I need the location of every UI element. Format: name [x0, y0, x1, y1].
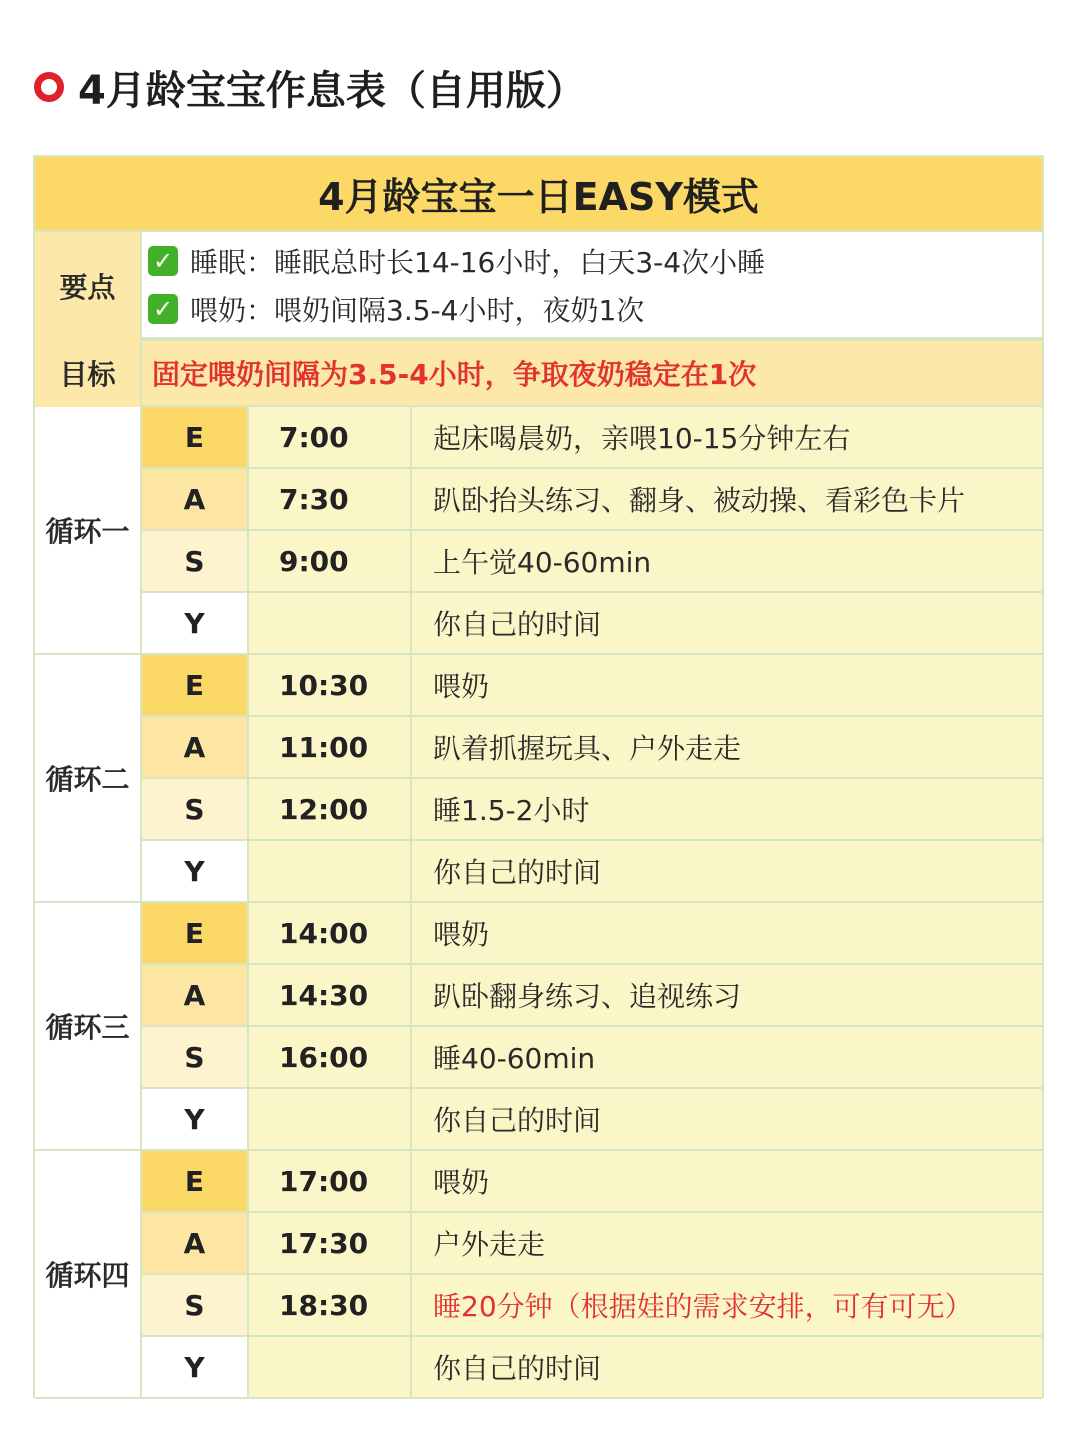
time-cell: 14:30: [249, 965, 412, 1027]
time-cell: [249, 1089, 412, 1151]
easy-letter-cell: E: [142, 1151, 249, 1213]
activity-cell: 你自己的时间: [412, 1337, 1042, 1399]
easy-letter-cell: S: [142, 1275, 249, 1337]
easy-letter-cell: E: [142, 903, 249, 965]
activity-cell: 趴卧抬头练习、翻身、被动操、看彩色卡片: [412, 469, 1042, 531]
time-cell: 17:30: [249, 1213, 412, 1275]
easy-letter-cell: A: [142, 1213, 249, 1275]
time-cell: 18:30: [249, 1275, 412, 1337]
key-points-label: 要点: [35, 232, 142, 339]
cycle-label-four: 循环四: [35, 1151, 142, 1399]
time-cell: 9:00: [249, 531, 412, 593]
activity-cell: 喂奶: [412, 655, 1042, 717]
check-mark-icon: ✓: [148, 294, 178, 324]
time-cell: [249, 1337, 412, 1399]
easy-letter-cell: Y: [142, 1337, 249, 1399]
easy-letter-cell: S: [142, 531, 249, 593]
time-cell: [249, 593, 412, 655]
time-cell: 16:00: [249, 1027, 412, 1089]
activity-cell: 你自己的时间: [412, 593, 1042, 655]
easy-letter-cell: A: [142, 965, 249, 1027]
cycle-label-three: 循环三: [35, 903, 142, 1151]
schedule-table: [33, 155, 1044, 1398]
red-circle-icon: [34, 72, 64, 102]
time-cell: 7:00: [249, 407, 412, 469]
key-point-text: 喂奶：喂奶间隔3.5-4小时，夜奶1次: [190, 293, 645, 327]
activity-cell: 喂奶: [412, 903, 1042, 965]
easy-letter-cell: A: [142, 469, 249, 531]
page-title: 4月龄宝宝作息表（自用版）: [78, 67, 586, 114]
activity-cell: 起床喝晨奶，亲喂10-15分钟左右: [412, 407, 1042, 469]
cycle-label-two: 循环二: [35, 655, 142, 903]
time-cell: 17:00: [249, 1151, 412, 1213]
easy-letter-cell: A: [142, 717, 249, 779]
activity-cell: 趴着抓握玩具、户外走走: [412, 717, 1042, 779]
activity-cell: 睡20分钟（根据娃的需求安排，可有可无）: [412, 1275, 1042, 1337]
activity-cell: 上午觉40-60min: [412, 531, 1042, 593]
key-points-content: [142, 232, 1042, 339]
key-point-sleep: [148, 237, 765, 285]
easy-letter-cell: S: [142, 1027, 249, 1089]
goal-text: 固定喂奶间隔为3.5-4小时，争取夜奶稳定在1次: [142, 339, 1042, 407]
easy-letter-cell: E: [142, 407, 249, 469]
key-point-text: 睡眠：睡眠总时长14-16小时，白天3-4次小睡: [190, 245, 766, 279]
easy-letter-cell: E: [142, 655, 249, 717]
time-cell: 10:30: [249, 655, 412, 717]
time-cell: 7:30: [249, 469, 412, 531]
activity-cell: 你自己的时间: [412, 1089, 1042, 1151]
activity-cell: 户外走走: [412, 1213, 1042, 1275]
activity-cell: 趴卧翻身练习、追视练习: [412, 965, 1042, 1027]
time-cell: 14:00: [249, 903, 412, 965]
goal-label: 目标: [35, 339, 142, 407]
activity-cell: 你自己的时间: [412, 841, 1042, 903]
easy-letter-cell: Y: [142, 1089, 249, 1151]
cycle-label-one: 循环一: [35, 407, 142, 655]
key-point-feeding: [148, 285, 644, 333]
time-cell: 12:00: [249, 779, 412, 841]
check-mark-icon: ✓: [148, 246, 178, 276]
time-cell: [249, 841, 412, 903]
easy-letter-cell: Y: [142, 593, 249, 655]
easy-letter-cell: S: [142, 779, 249, 841]
time-cell: 11:00: [249, 717, 412, 779]
activity-cell: 喂奶: [412, 1151, 1042, 1213]
table-title: 4月龄宝宝一日EASY模式: [35, 157, 1042, 232]
activity-cell: 睡40-60min: [412, 1027, 1042, 1089]
page-heading: [34, 58, 586, 116]
activity-cell: 睡1.5-2小时: [412, 779, 1042, 841]
easy-letter-cell: Y: [142, 841, 249, 903]
